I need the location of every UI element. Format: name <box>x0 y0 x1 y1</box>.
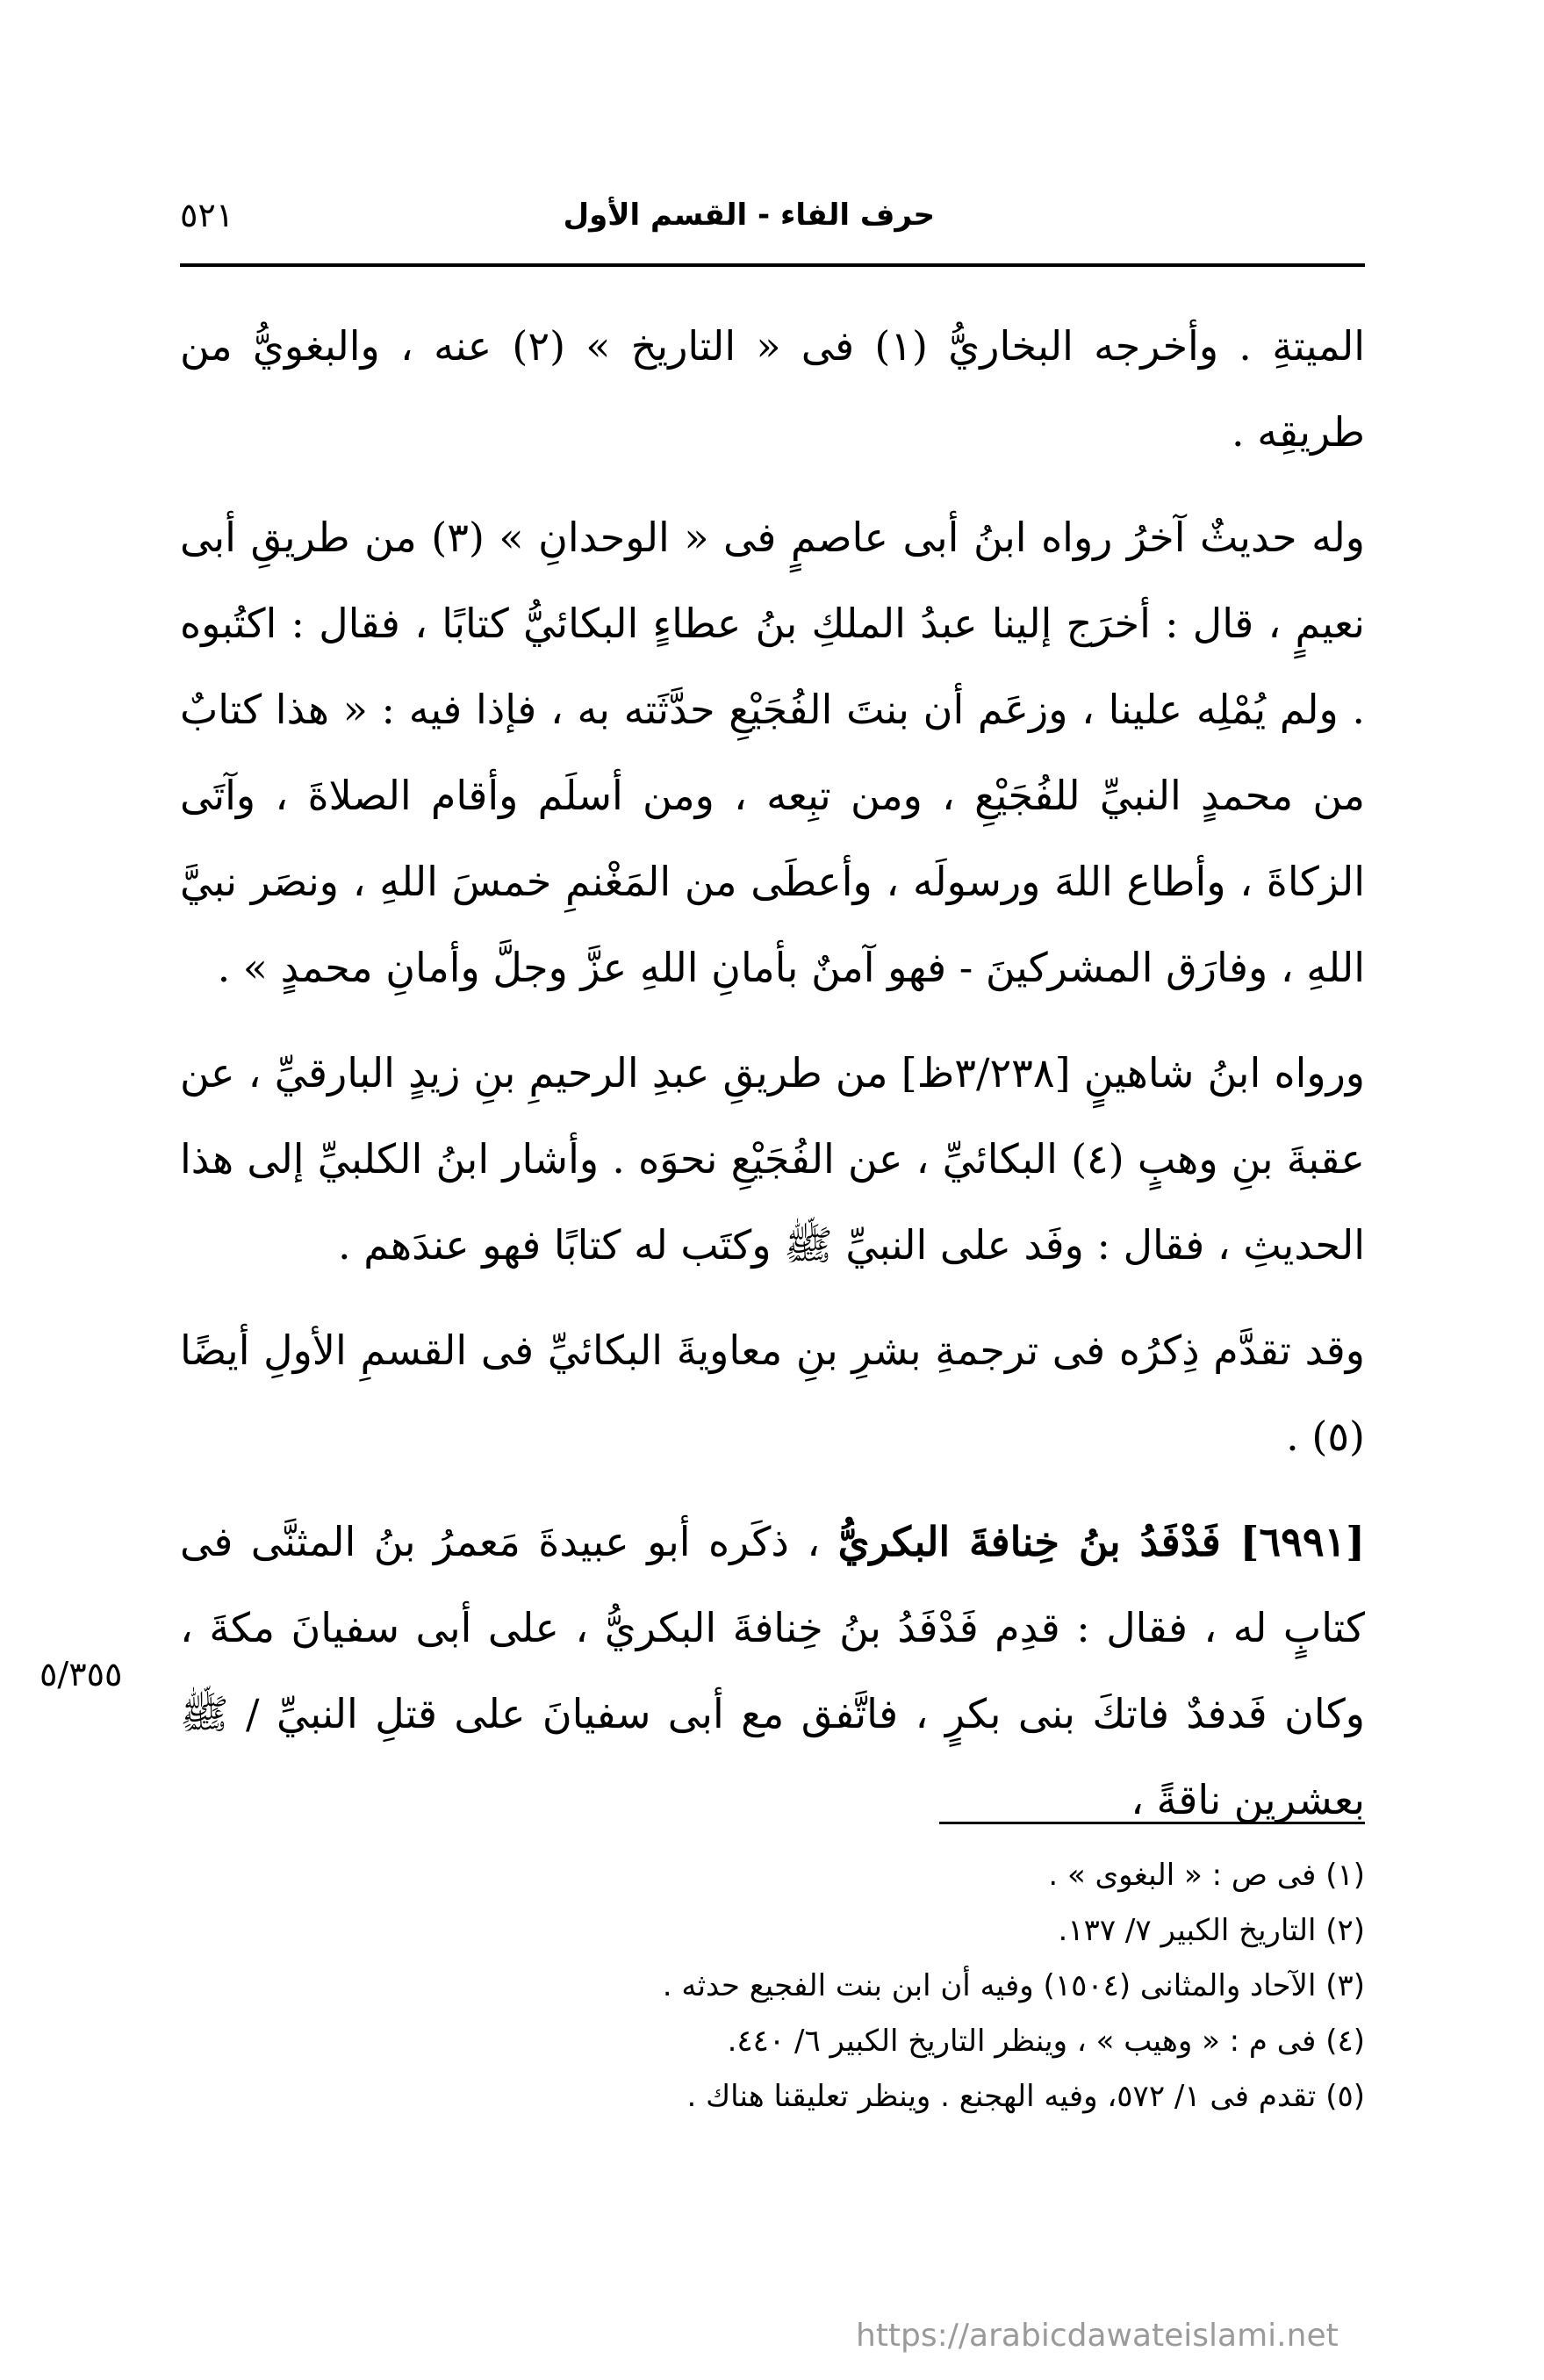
footnote: (٢) التاريخ الكبير ٧/ ١٣٧. <box>1058 1913 1365 1948</box>
entry-number: [٦٩٩١ <box>1259 1518 1365 1565</box>
footnote-divider <box>939 1822 1365 1824</box>
paragraph: وقد تقدَّم ذِكرُه فى ترجمةِ بشرِ بنِ معاويةَ البكائيِّ فى القسمِ الأولِ أيضًا (٥) . <box>180 1327 1365 1460</box>
footnote: (٥) تقدم فى ١/ ٥٧٢، وفيه الهجنع . وينظر تعليقنا هناك . <box>686 2079 1365 2114</box>
main-text <box>180 303 1365 1862</box>
page-header <box>180 180 1365 259</box>
paragraph: وله حديثٌ آخرُ رواه ابنُ أبى عاصمٍ فى « الوحدانِ » (٣) من طريقِ أبى نعيمٍ ، قال : أخرَج إلينا عبدُ الملكِ بنُ عطاءٍ البكائيُّ كتابًا ، فقال : اكتُبوه . ولم يُمْلِه علينا ، وزعَم أن بنتَ الفُجَيْعِ حدَّثَته به ، فإذا فيه : « هذا كتابٌ من محمدٍ النبيِّ للفُجَيْعِ ، ومن تبِعه ، ومن أسلَم وأقام الصلاةَ ، وآتَى الزكاةَ ، وأطاع اللهَ ورسولَه ، وأعطَى من المَغْنمِ خمسَ اللهِ ، ونصَر نبيَّ اللهِ ، وفارَق المشركينَ - فهو آمنٌ بأمانِ اللهِ عزَّ وجلَّ وأمانِ محمدٍ » . <box>180 514 1365 991</box>
watermark-url: https://arabicdawateislami.net <box>856 2318 1339 2354</box>
footnote: (٤) فى م : « وهيب » ، وينظر التاريخ الكبير ٦/ ٤٤٠. <box>727 2024 1365 2059</box>
header-divider <box>180 263 1365 267</box>
running-title: حرف الفاء - القسم الأول <box>563 198 935 233</box>
entry-text: ، ذكَره أبو عبيدةَ مَعمرُ بنُ المثنَّى فى كتابٍ له ، فقال : قدِم فَدْفَدُ بنُ خِنافةَ البكريُّ ، على أبى سفيانَ مكةَ ، وكان فَدفدٌ فاتكَ بنى بكرٍ ، فاتَّفق مع أبى سفيانَ على قتلِ النبيِّ / ﷺ بعشرين ناقةً ، <box>180 1518 1365 1823</box>
paragraph: الميتةِ . وأخرجه البخاريُّ (١) فى « التاريخ » (٢) عنه ، والبغويُّ من طريقِه . <box>180 322 1366 456</box>
entry-name: فَدْفَدُ بنُ خِنافةَ البكريُّ <box>837 1518 1221 1565</box>
page-number: ٥٢١ <box>180 196 234 234</box>
entry-paragraph <box>180 1499 1365 1843</box>
entry-separator: ] <box>1220 1518 1260 1565</box>
footnote: (١) فى ص : « البغوى » . <box>1048 1858 1365 1893</box>
margin-reference: ٥/٣٥٥ <box>39 1655 123 1693</box>
paragraph: ورواه ابنُ شاهينٍ [٣/٢٣٨ظ] من طريقِ عبدِ الرحيمِ بنِ زيدٍ البارقيِّ ، عن عقبةَ بنِ وهبٍ (٤) البكائيِّ ، عن الفُجَيْعِ نحوَه . وأشار ابنُ الكلبيِّ إلى هذا الحديثِ ، فقال : وفَد على النبيِّ ﷺ وكتَب له كتابًا فهو عندَهم . <box>180 1049 1365 1269</box>
footnote: (٣) الآحاد والمثانى (١٥٠٤) وفيه أن ابن بنت الفجيع حدثه . <box>662 1968 1365 2003</box>
footnotes <box>180 1848 1365 2125</box>
